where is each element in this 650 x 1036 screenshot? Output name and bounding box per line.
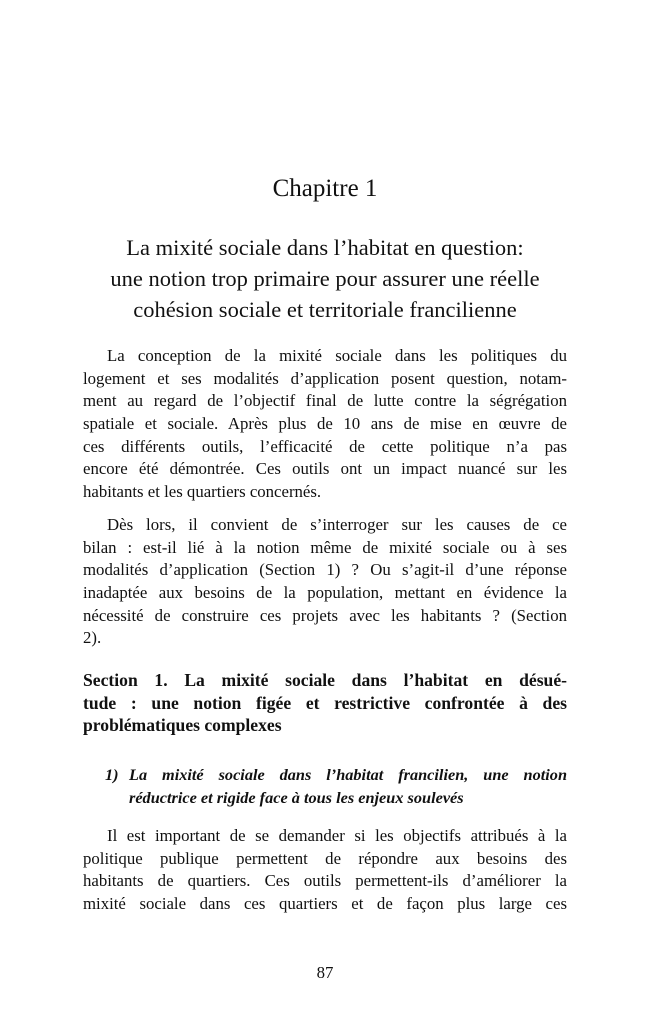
text-line: politique publique permettent de répondre aux besoins des [83, 848, 567, 868]
chapter-title-line: cohésion sociale et territoriale francilienne [133, 297, 517, 322]
text-line: habitants et les quartiers concernés. [83, 482, 322, 502]
text-line: Dès lors, il convient de s’interroger sur les causes de ce [107, 515, 567, 534]
subsection-number: 1) [105, 765, 119, 784]
text-line: encore été démontrée. Ces outils ont un impact nuancé sur les [83, 459, 567, 479]
text-line: logement et ses modalités d’application posent question, notam- [83, 368, 567, 388]
text-line: bilan : est-il lié à la notion même de mixité sociale ou à ses [83, 537, 567, 557]
intro-paragraph-2 [83, 514, 567, 650]
text-line: ment au regard de l’objectif final de lutte contre la ségrégation [83, 391, 567, 411]
intro-paragraph-1 [83, 345, 567, 504]
section-heading [83, 668, 567, 736]
chapter-title-line: une notion trop primaire pour assurer une réelle [110, 266, 540, 291]
page-number: 87 [316, 963, 334, 982]
text-line: 2). [83, 628, 102, 648]
chapter-label: Chapitre 1 [272, 175, 378, 202]
text-line: habitants de quartiers. Ces outils permettent-ils d’améliorer la [83, 871, 567, 891]
chapter-title [83, 232, 567, 325]
heading-line: Section 1. La mixité sociale dans l’habitat en désué- [83, 670, 567, 690]
heading-line: tude : une notion figée et restrictive confrontée à des [83, 692, 567, 713]
text-line: mixité sociale dans ces quartiers et de façon plus large ces [83, 894, 567, 914]
text-line: modalités d’application (Section 1) ? Ou s’agit-il d’une réponse [83, 560, 567, 580]
chapter-title-line: La mixité sociale dans l’habitat en question: [126, 235, 524, 260]
subheading-line: réductrice et rigide face à tous les enjeux soulevés [129, 787, 464, 807]
subsection-heading [105, 763, 567, 808]
text-line: inadaptée aux besoins de la population, mettant en évidence la [83, 583, 567, 603]
text-line: spatiale et sociale. Après plus de 10 ans de mise en œuvre de [83, 414, 567, 434]
text-line: ces différents outils, l’efficacité de cette politique n’a pas [83, 436, 567, 456]
book-page [83, 0, 567, 1036]
heading-line: problématiques complexes [83, 715, 282, 736]
text-line: Il est important de se demander si les objectifs attribués à la [107, 826, 567, 845]
text-line: La conception de la mixité sociale dans les politiques du [107, 346, 567, 365]
subheading-line: La mixité sociale dans l’habitat francilien, une notion [129, 765, 567, 784]
section-paragraph-1 [83, 825, 567, 916]
text-line: nécessité de construire ces projets avec les habitants ? (Section [83, 605, 567, 625]
